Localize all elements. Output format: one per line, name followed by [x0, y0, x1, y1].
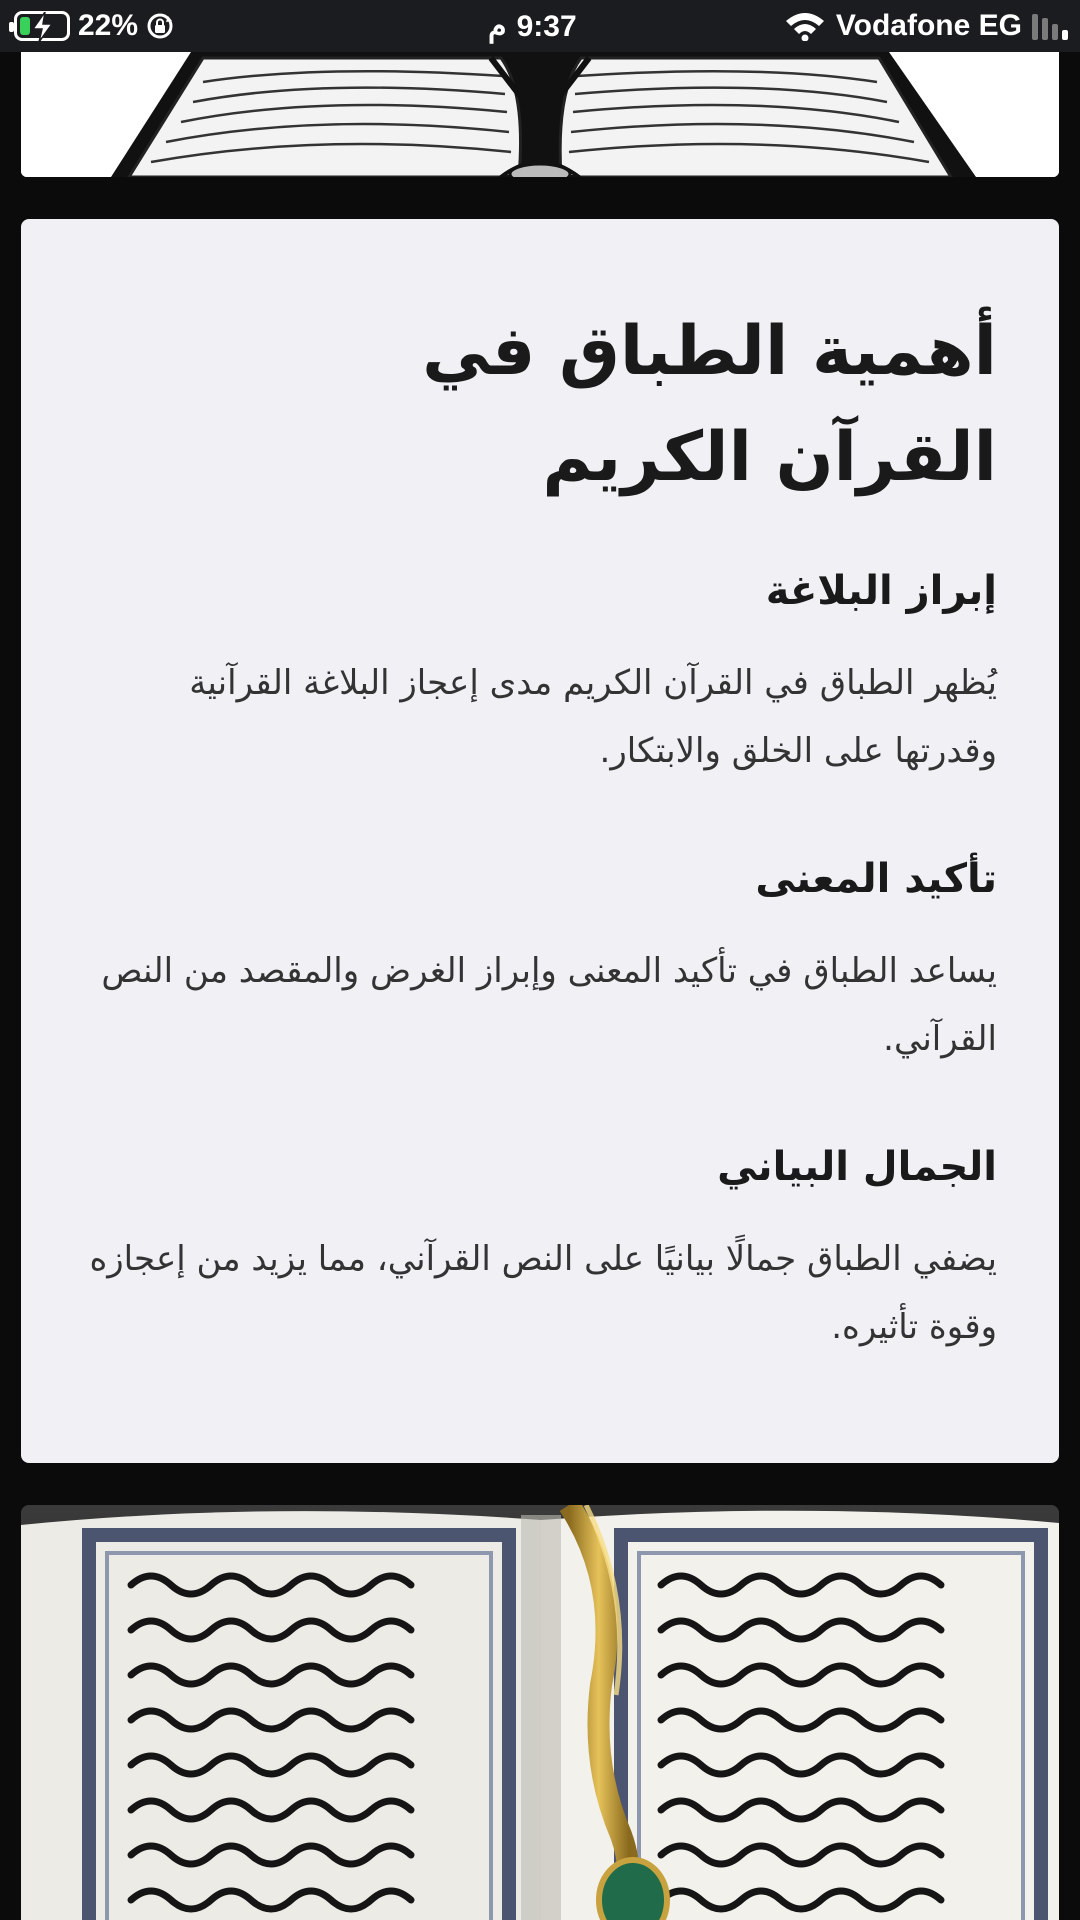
open-quran-photo — [21, 1505, 1059, 1920]
battery-percent: 22% — [78, 9, 139, 42]
section-heading: إبراز البلاغة — [765, 568, 997, 614]
section-body: يُظهر الطباق في القرآن الكريم مدى إعجاز البلاغة القرآنية وقدرتها على الخلق والابتكار. — [189, 663, 997, 771]
section-beauty — [83, 1137, 997, 1361]
battery-level — [20, 17, 30, 35]
section-meaning — [83, 849, 997, 1073]
time: 9:37 — [516, 9, 577, 43]
top-book-image — [21, 52, 1059, 177]
rotation-lock-icon — [146, 12, 174, 40]
section-body: يساعد الطباق في تأكيد المعنى وإبراز الغرض والمقصد من النص القرآني. — [101, 951, 997, 1059]
section-heading: الجمال البياني — [717, 1144, 997, 1190]
charging-bolt-icon — [31, 12, 55, 42]
carrier-name: Vodafone EG — [835, 9, 1022, 42]
bottom-quran-image — [21, 1505, 1059, 1920]
section-rhetoric — [83, 561, 997, 785]
section-heading: تأكيد المعنى — [755, 856, 997, 902]
time-suffix: م — [488, 10, 507, 43]
status-left — [14, 9, 174, 43]
open-book-illustration — [21, 52, 1059, 177]
signal-strength-icon — [1032, 12, 1068, 40]
status-bar — [0, 0, 1080, 52]
article-card — [21, 219, 1059, 1463]
article-title: أهمية الطباق في القرآن الكريم — [422, 312, 997, 497]
status-clock — [488, 9, 577, 44]
battery-icon — [14, 11, 70, 41]
section-body: يضفي الطباق جمالًا بيانيًا على النص القرآني، مما يزيد من إعجازه وقوة تأثيره. — [89, 1239, 997, 1347]
status-right — [784, 9, 1068, 43]
wifi-icon — [784, 11, 826, 41]
